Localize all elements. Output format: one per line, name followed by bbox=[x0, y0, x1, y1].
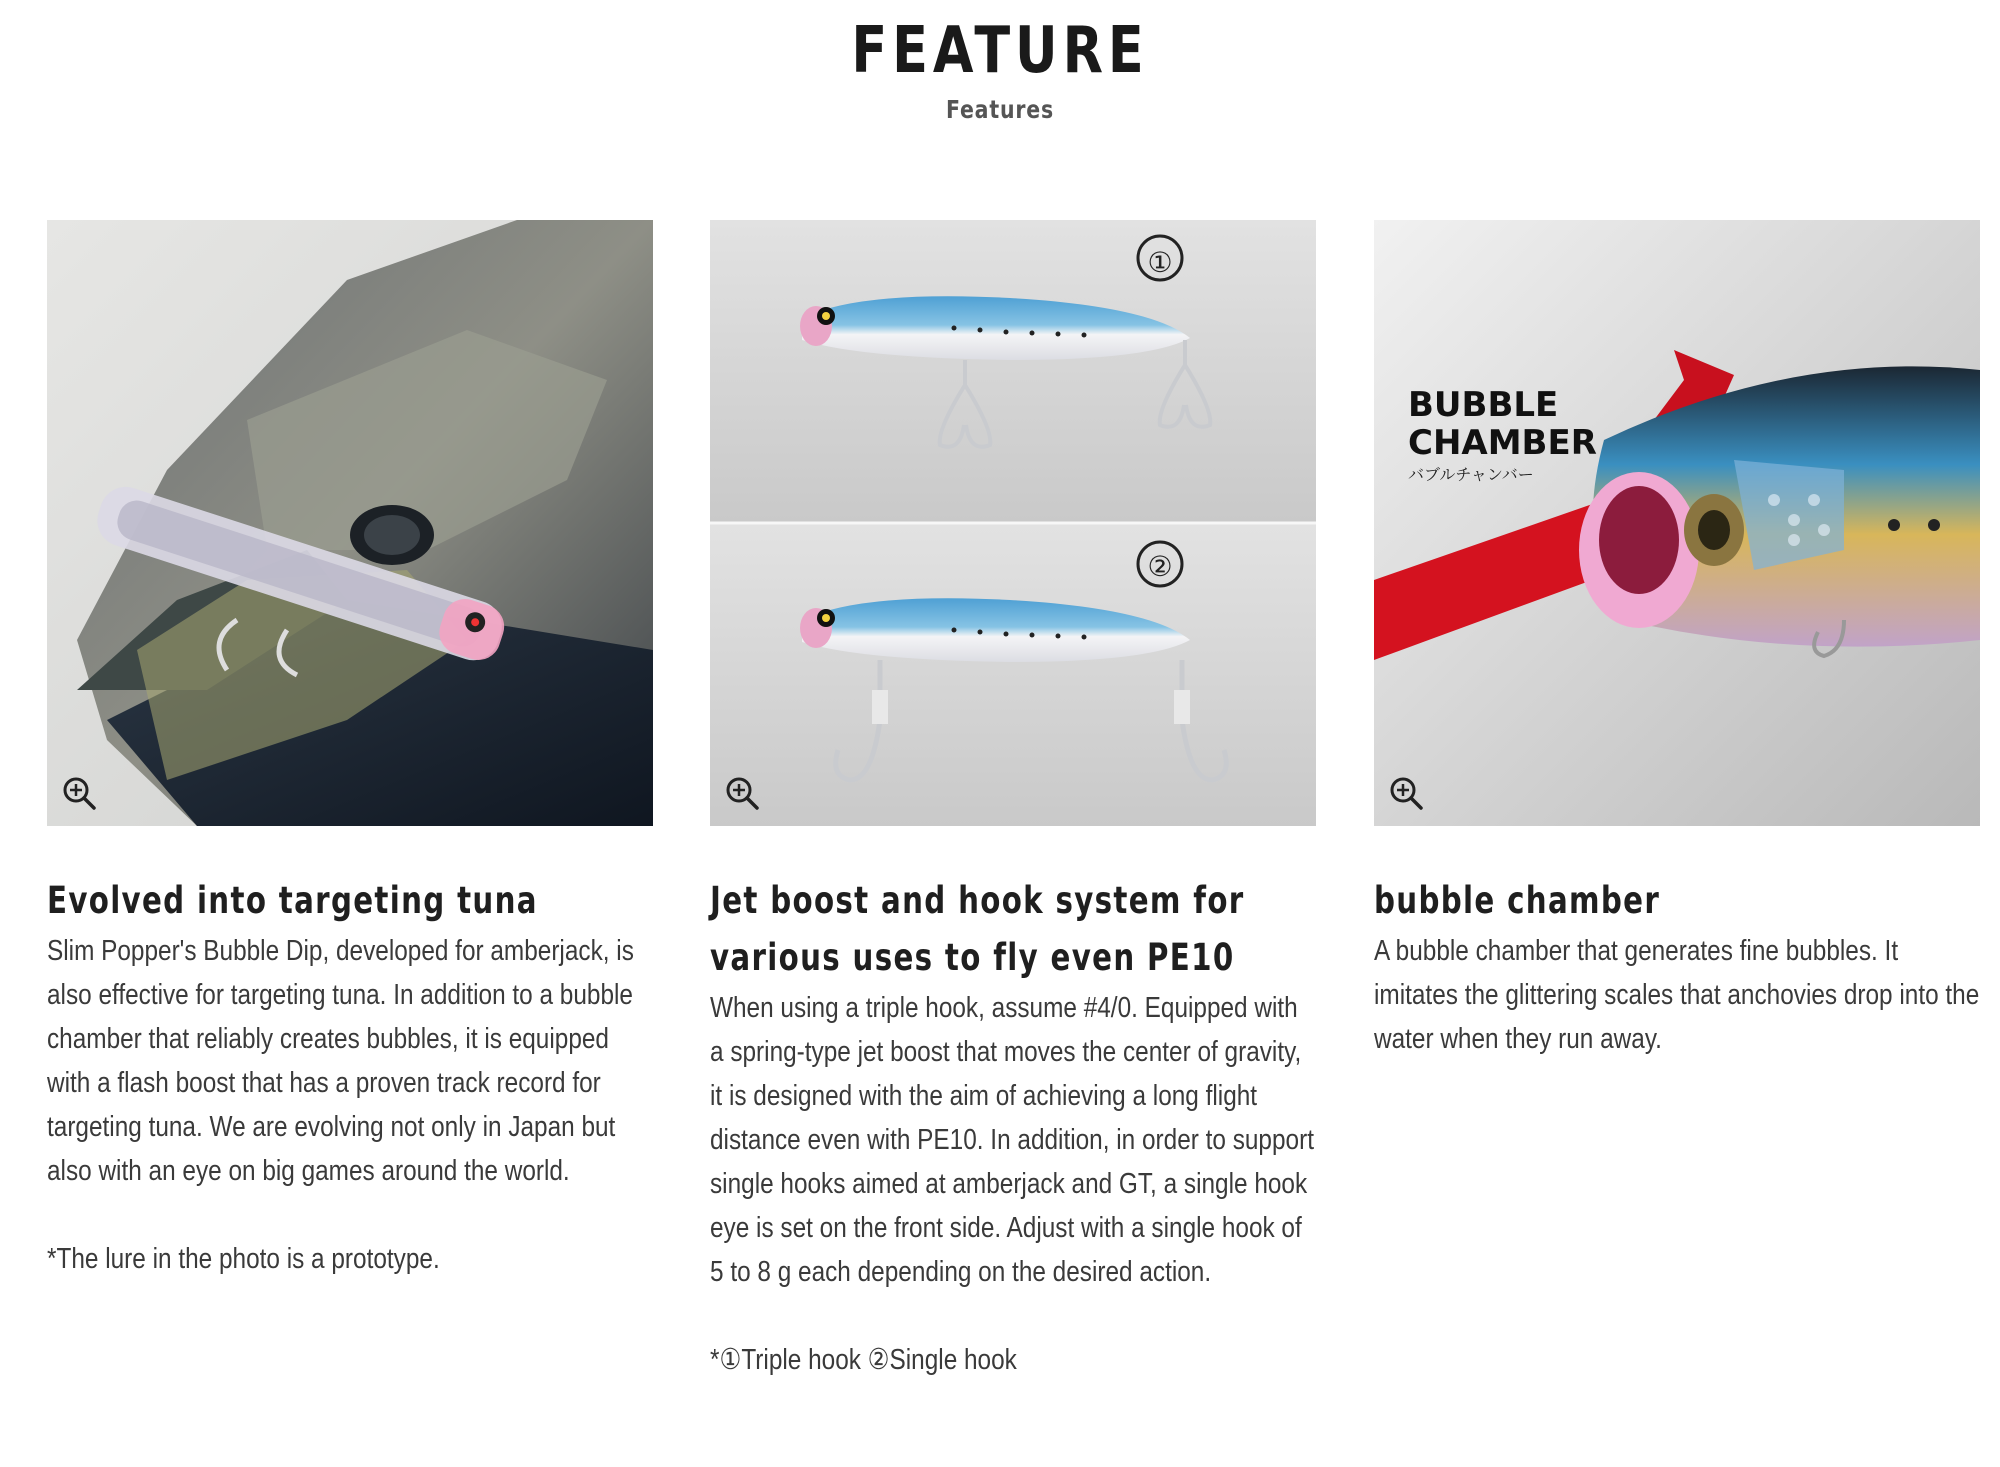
feature-image-bubble-chamber[interactable] bbox=[1374, 220, 1980, 826]
overlay-bubble: BUBBLE bbox=[1408, 385, 1559, 425]
feature-note: *①Triple hook ②Single hook bbox=[710, 1344, 1017, 1376]
feature-image-tuna[interactable] bbox=[47, 220, 653, 826]
tuna-photo bbox=[47, 220, 653, 826]
bubble-chamber-photo bbox=[1374, 220, 1980, 826]
feature-description: A bubble chamber that generates fine bubbles. It imitates the glittering scales that anchovies drop into the water when they run away. bbox=[1374, 935, 1980, 1055]
section-subtitle: Features bbox=[945, 95, 1055, 124]
feature-card-bubble-chamber bbox=[1374, 220, 1980, 1061]
feature-description: Slim Popper's Bubble Dip, developed for amberjack, is also effective for targeting tuna. In addition to a bubble chamber that reliably creates bubbles, it is equipped with a flash boost that has a proven track record for targeting tuna. We are evolving not only in Japan but also with an eye on big games around the world. bbox=[47, 935, 634, 1187]
lure-hooks-photo bbox=[710, 220, 1316, 826]
feature-heading: Evolved into targeting tuna bbox=[47, 879, 538, 922]
feature-card-tuna bbox=[47, 220, 653, 1281]
feature-heading: Jet boost and hook system for various uses to fly even PE10 bbox=[710, 879, 1245, 979]
feature-note: *The lure in the photo is a prototype. bbox=[47, 1243, 440, 1275]
feature-card-hook-system bbox=[710, 220, 1316, 1382]
overlay-chamber: CHAMBER bbox=[1408, 423, 1597, 463]
zoom-in-icon[interactable] bbox=[61, 775, 97, 811]
zoom-in-icon[interactable] bbox=[1388, 775, 1424, 811]
zoom-in-icon[interactable] bbox=[724, 775, 760, 811]
feature-image-hook-system[interactable] bbox=[710, 220, 1316, 826]
badge-two: ② bbox=[1147, 550, 1173, 583]
overlay-jp: バブルチャンバー bbox=[1408, 465, 1534, 484]
section-title: FEATURE bbox=[851, 14, 1149, 88]
feature-heading: bubble chamber bbox=[1374, 879, 1661, 922]
badge-one: ① bbox=[1147, 246, 1173, 279]
feature-description: When using a triple hook, assume #4/0. Equipped with a spring-type jet boost that moves the center of gravity, it is designed with the aim of achieving a long flight distance even with PE10. In addition, in order to support single hooks aimed at amberjack and GT, a single hook eye is set on the front side. Adjust with a single hook of 5 to 8 g each depending on the desired action. bbox=[710, 992, 1314, 1288]
